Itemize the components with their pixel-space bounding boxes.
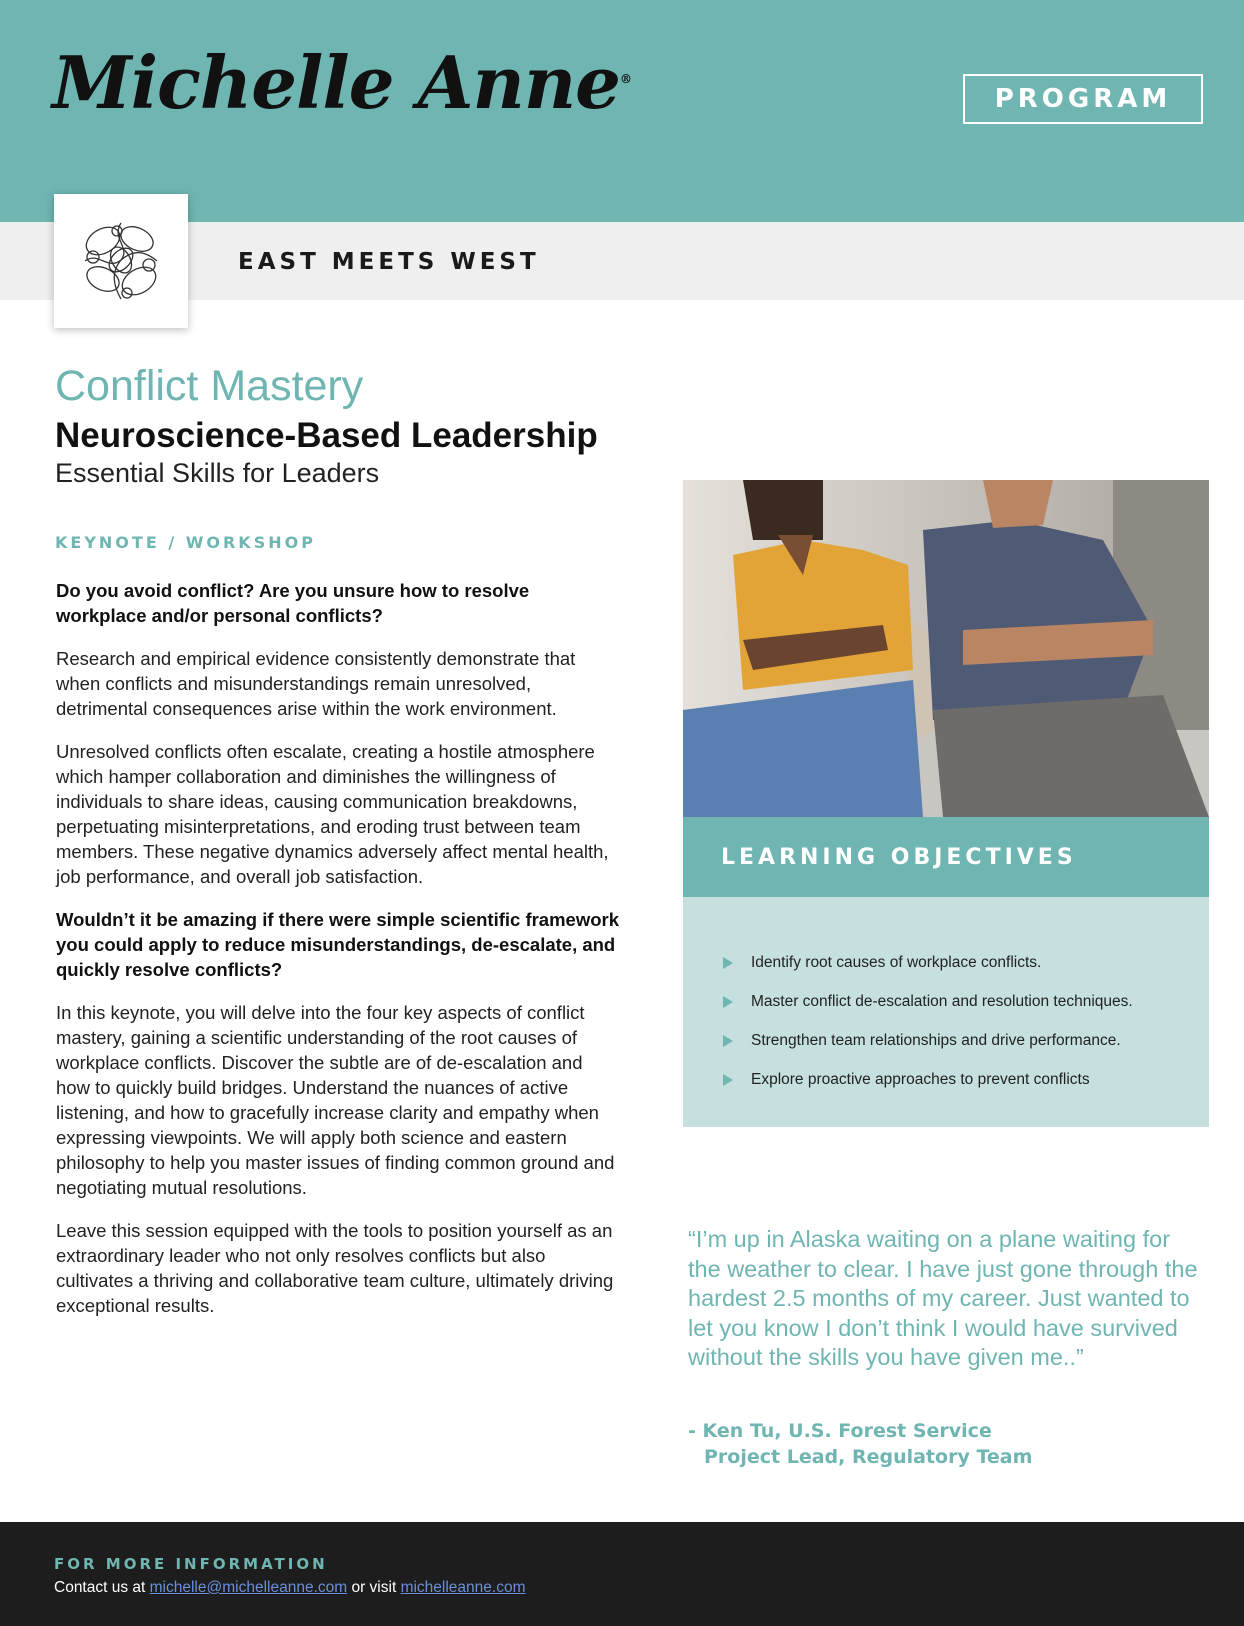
email-link[interactable]: michelle@michelleanne.com xyxy=(149,1579,348,1596)
list-item xyxy=(723,982,1209,1021)
testimonial-attribution xyxy=(688,1418,1032,1470)
paragraph: Research and empirical evidence consistently demonstrate that when conflicts and misunderstandings remain unresolved, detrimental consequences arise within the work environment. xyxy=(56,648,576,719)
paragraph: Unresolved conflicts often escalate, creating a hostile atmosphere which hamper collaboration and diminishes the willingness of individuals to share ideas, causing communication breakdowns, perpetuating misinterpretations, and eroding trust between team members. These negative dynamics adversely affect mental health, job performance, and overall job satisfaction. xyxy=(56,741,609,887)
testimonial-quote: “I’m up in Alaska waiting on a plane waiting for the weather to clear. I have just gone through the hardest 2.5 months of my career. Just wanted to let you know I don’t think I would have survived without the skills you have given me..” xyxy=(688,1226,1198,1370)
program-format: KEYNOTE / WORKSHOP xyxy=(55,533,316,552)
intro-question: Do you avoid conflict? Are you unsure how to resolve workplace and/or personal conflicts? xyxy=(56,580,530,626)
program-badge: PROGRAM xyxy=(963,74,1203,124)
scribble-knot-icon xyxy=(73,213,169,309)
contact-middle: or visit xyxy=(351,1579,397,1596)
testimonial-role: Project Lead, Regulatory Team xyxy=(704,1446,1033,1468)
list-item xyxy=(723,1060,1209,1099)
testimonial-author: - Ken Tu, U.S. Forest Service xyxy=(688,1420,992,1442)
paragraph: In this keynote, you will delve into the four key aspects of conflict mastery, gaining a scientific understanding of the root causes of workplace conflicts. Discover the subtle are of de-escalation and how to quickly build bridges. Understand the nuances of active listening, and how to gracefully increase clarity and empathy when expressing viewpoints. We will apply both science and eastern philosophy to help you master issues of finding common ground and negotiating mutual resolutions. xyxy=(56,1002,615,1198)
emblem-card xyxy=(54,194,188,328)
objectives-list xyxy=(683,897,1209,1127)
footer-bar xyxy=(0,1522,1244,1626)
website-link[interactable]: michelleanne.com xyxy=(400,1579,526,1596)
triangle-bullet-icon xyxy=(723,957,733,969)
objective-text: Master conflict de-escalation and resolution techniques. xyxy=(751,992,1133,1010)
logo-text: Michelle Anne xyxy=(52,40,620,125)
brand-logo[interactable] xyxy=(52,40,631,125)
framework-question: Wouldn’t it be amazing if there were simple scientific framework you could apply to reduce misunderstandings, de-escalate, and quickly resolve conflicts? xyxy=(56,909,620,980)
registered-mark: ® xyxy=(620,72,631,86)
footer-heading: FOR MORE INFORMATION xyxy=(54,1555,328,1573)
contact-prefix: Contact us at xyxy=(54,1579,146,1596)
contact-line xyxy=(54,1579,526,1597)
objective-text: Explore proactive approaches to prevent conflicts xyxy=(751,1070,1090,1088)
program-subtitle: Neuroscience-Based Leadership xyxy=(55,416,598,455)
photo-illustration xyxy=(683,480,1209,817)
couple-photo xyxy=(683,480,1209,817)
list-item xyxy=(723,943,1209,982)
list-item xyxy=(723,1021,1209,1060)
program-title: Conflict Mastery xyxy=(55,362,364,410)
objectives-heading: LEARNING OBJECTIVES xyxy=(683,817,1209,897)
paragraph: Leave this session equipped with the tools to position yourself as an extraordinary leader who not only resolves conflicts but also cultivates a thriving and collaborative team culture, ultimately driving exceptional results. xyxy=(56,1220,614,1316)
series-title: EAST MEETS WEST xyxy=(238,249,540,275)
objective-text: Identify root causes of workplace conflicts. xyxy=(751,953,1042,971)
body-copy xyxy=(56,578,621,1336)
triangle-bullet-icon xyxy=(723,1035,733,1047)
triangle-bullet-icon xyxy=(723,996,733,1008)
program-tagline: Essential Skills for Leaders xyxy=(55,458,380,488)
triangle-bullet-icon xyxy=(723,1074,733,1086)
objective-text: Strengthen team relationships and drive performance. xyxy=(751,1031,1121,1049)
